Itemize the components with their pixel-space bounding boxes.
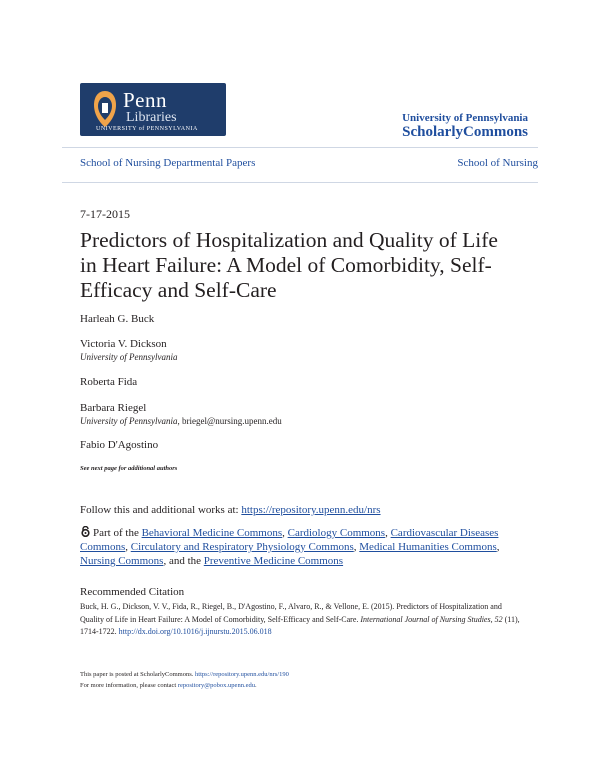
publication-date: 7-17-2015 bbox=[80, 207, 130, 221]
citation-journal: International Journal of Nursing Studies, 52 bbox=[360, 614, 503, 624]
follow-text: Follow this and additional works at: bbox=[80, 504, 242, 516]
commons-link-nursing[interactable]: Nursing Commons bbox=[80, 555, 164, 567]
commons-link-medical-humanities[interactable]: Medical Humanities Commons bbox=[359, 541, 497, 553]
nav-departmental-papers-link[interactable]: School of Nursing Departmental Papers bbox=[80, 157, 256, 169]
logo-libraries-text: Libraries bbox=[126, 110, 177, 125]
commons-link-behavioral-medicine[interactable]: Behavioral Medicine Commons bbox=[141, 527, 283, 539]
divider-bottom bbox=[62, 182, 538, 183]
commons-link-preventive-medicine[interactable]: Preventive Medicine Commons bbox=[203, 555, 344, 567]
and-the-text: , and the bbox=[163, 555, 204, 567]
author-name: Fabio D'Agostino bbox=[80, 439, 159, 451]
author-email[interactable]: , briegel@nursing.upenn.edu bbox=[177, 416, 282, 426]
part-of-paragraph: Part of the Behavioral Medicine Commons, Cardiology Commons, Cardiovascular Diseases Commons, Circulatory and Respiratory Physiology Commons, Medical Humanities Commons, Nursing Commons, and the Preventive Medicine Commons bbox=[80, 527, 500, 567]
more-info-text: For more information, please contact bbox=[80, 682, 178, 689]
posted-line bbox=[80, 671, 289, 678]
follow-line bbox=[80, 504, 381, 516]
commons-link-cardiology[interactable]: Cardiology Commons bbox=[287, 527, 386, 539]
more-info-line bbox=[80, 682, 257, 689]
follow-link[interactable]: https://repository.upenn.edu/nrs bbox=[241, 504, 381, 516]
penn-libraries-logo[interactable] bbox=[80, 83, 226, 136]
citation-body: Buck, H. G., Dickson, V. V., Fida, R., Riegel, B., D'Agostino, F., Alvaro, R., & Vellone, E. (2015). Predictors of Hospitalization and Quality of Life in Heart Failure: A Model of Comorbidity, Self-Efficacy and Self-Care. bbox=[80, 602, 502, 624]
open-access-icon bbox=[80, 526, 91, 537]
more-info-end: . bbox=[254, 682, 257, 689]
paper-title: Predictors of Hospitalization and Quality of Life in Heart Failure: A Model of Comorbidity, Self-Efficacy and Self-Care bbox=[80, 228, 498, 302]
posted-text: This paper is posted at ScholarlyCommons. bbox=[80, 671, 196, 678]
repository-university[interactable]: University of Pennsylvania bbox=[402, 112, 528, 124]
logo-university-text: UNIVERSITY of PENNSYLVANIA bbox=[96, 126, 198, 132]
posted-link[interactable]: https://repository.upenn.edu/nrs/190 bbox=[195, 671, 289, 678]
citation-tail: (11), 1714-1722. bbox=[80, 614, 520, 636]
author-name: Harleah G. Buck bbox=[80, 313, 155, 325]
commons-link-circulatory-respiratory-physiology[interactable]: Circulatory and Respiratory Physiology Commons bbox=[130, 541, 354, 553]
citation-heading: Recommended Citation bbox=[80, 586, 185, 598]
shield-icon bbox=[92, 89, 118, 129]
see-next-page-note: See next page for additional authors bbox=[80, 465, 178, 472]
citation-doi-link[interactable]: http://dx.doi.org/10.1016/j.ijnurstu.2015.06.018 bbox=[118, 627, 272, 636]
contact-email-link[interactable]: repository@pobox.upenn.edu bbox=[177, 682, 255, 689]
nav-school-of-nursing-link[interactable]: School of Nursing bbox=[457, 157, 538, 169]
divider-top bbox=[62, 147, 538, 148]
author-name: Barbara Riegel bbox=[80, 402, 147, 414]
author-name: Victoria V. Dickson bbox=[80, 338, 167, 350]
logo-penn-text: Penn bbox=[123, 88, 167, 112]
author-affiliation: University of Pennsylvania bbox=[80, 416, 178, 426]
author-affiliation: University of Pennsylvania bbox=[80, 352, 178, 362]
author-name: Roberta Fida bbox=[80, 376, 138, 388]
repository-name[interactable]: ScholarlyCommons bbox=[402, 124, 528, 140]
author-affiliation-line bbox=[80, 416, 282, 426]
citation-text bbox=[80, 601, 520, 639]
part-of-prefix: Part of the bbox=[93, 527, 142, 539]
commons-link-cardiovascular-diseases[interactable]: Cardiovascular Diseases Commons bbox=[80, 527, 499, 553]
